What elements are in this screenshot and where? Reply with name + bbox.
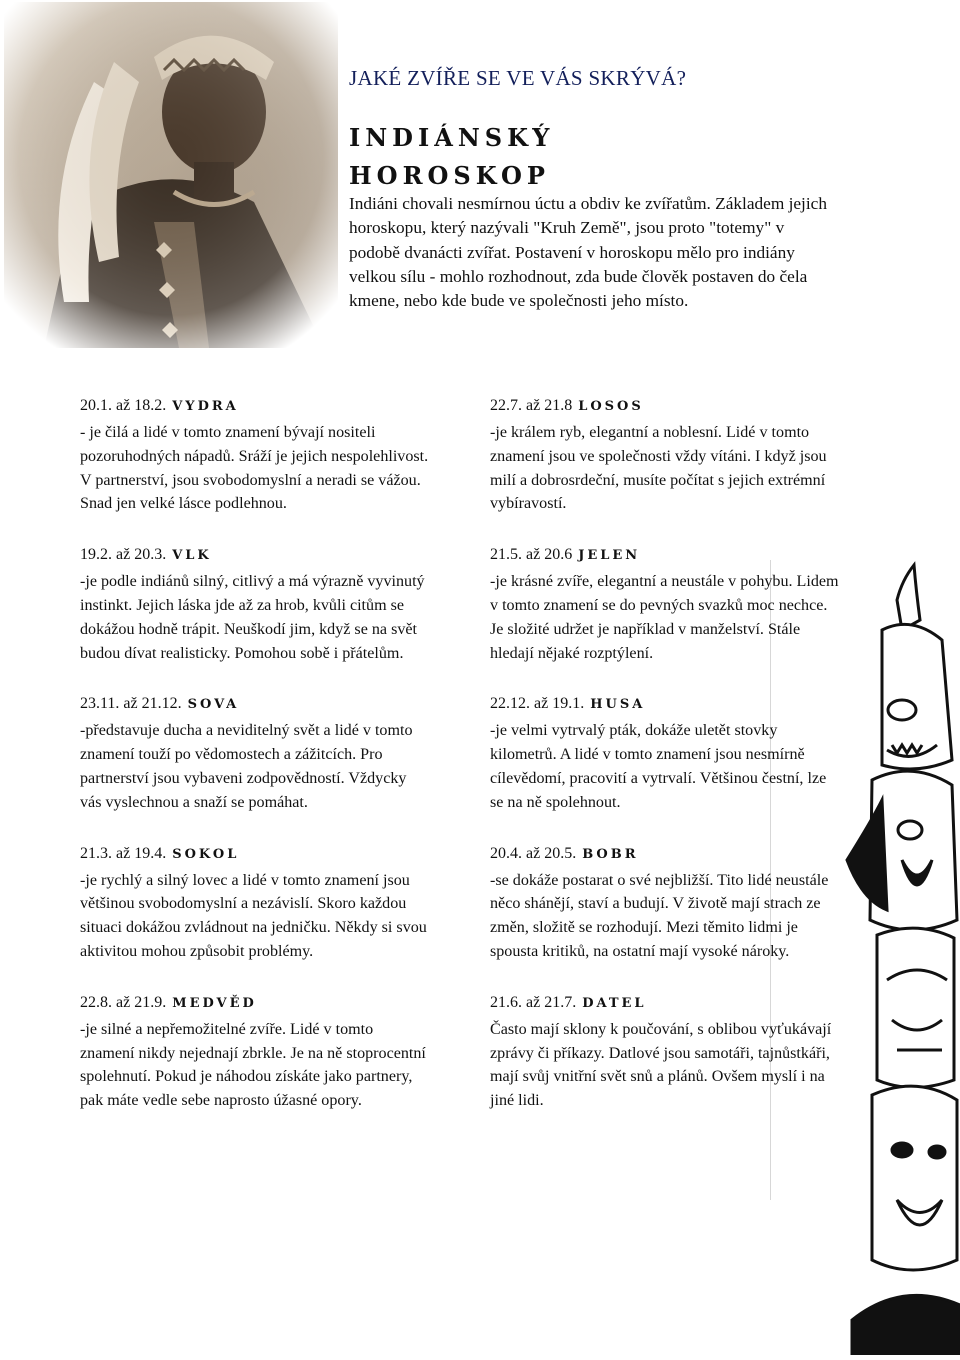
sign-description: -je rychlý a silný lovec a lidé v tomto znamení jsou většinou svobodomyslní a nezávislí. Skoro každou situaci dokážou zvládnout na jedničku. Někdy si svou aktivitou mohou způsobit problémy. bbox=[80, 871, 427, 960]
sign-description: -je velmi vytrvalý pták, dokáže uletět stovky kilometrů. A lidé v tomto znamení jsou nesmírně cílevědomí, pracovití a vytrvalí. Většinou čestní, lze se na ně spolehnout. bbox=[490, 722, 827, 811]
sign-date: 23.11. až 21.12. bbox=[80, 695, 182, 713]
totem-pole-icon bbox=[842, 560, 960, 1355]
title-line-2: horoskop bbox=[349, 153, 550, 193]
sign-name: husa bbox=[590, 691, 646, 714]
sign-heading bbox=[80, 393, 430, 417]
sign-husa bbox=[490, 691, 840, 814]
sign-date: 21.6. až 21.7. bbox=[490, 993, 577, 1011]
sign-date: 20.1. až 18.2. bbox=[80, 397, 167, 414]
sign-name: vlk bbox=[172, 542, 212, 565]
sign-vydra bbox=[80, 393, 430, 516]
sign-description: -je podle indiánů silný, citlivý a má výrazně vyvinutý instinkt. Jejich láska jde až za hrob, kvůli citům se dokážou hodně trápit. Neuškodí jim, když se na svět budou dívat realisticky. Pomohou sobě i přátelům. bbox=[80, 573, 425, 662]
sign-description: -se dokáže postarat o své nejbližší. Tito lidé neustále něco shánějí, staví a budují. V životě mají strach ze změn, složitě se rozhodují. Mezi těmito lidmi je spousta kritiků, na ostatní mají vysoké nároky. bbox=[490, 871, 829, 960]
sign-medved bbox=[80, 990, 430, 1113]
sign-date: 20.4. až 20.5. bbox=[490, 844, 577, 862]
sign-description: -je silné a nepřemožitelné zvíře. Lidé v tomto znamení nikdy nejednají zbrkle. Je na ně stoprocentní spolehnutí. Pokud je náhodou získáte jako partnery, pak máte vedle sebe naprosto úžasné opory. bbox=[80, 1020, 426, 1110]
sign-sova bbox=[80, 691, 430, 814]
sign-description: -představuje ducha a neviditelný svět a lidé v tomto znamení touží po vědomostech a zážitcích. Pro partnerství jsou vybaveni zodpovědností. Vždycky vás vyslechnou a snaží se pomáhat. bbox=[80, 722, 413, 811]
sign-name: sokol bbox=[172, 840, 240, 863]
sign-name: losos bbox=[578, 393, 644, 415]
sign-heading bbox=[490, 393, 840, 417]
title-line-1: indiánský bbox=[349, 115, 555, 155]
totem-pole-illustration bbox=[842, 560, 960, 1355]
sign-datel bbox=[490, 990, 840, 1113]
right-column bbox=[490, 393, 840, 1139]
sign-name: bobr bbox=[582, 840, 639, 863]
page-title bbox=[349, 116, 909, 192]
sign-date: 21.3. až 19.4. bbox=[80, 844, 167, 862]
sign-name: jelen bbox=[578, 542, 641, 565]
native-chief-portrait-icon bbox=[4, 2, 338, 348]
sign-heading bbox=[80, 841, 430, 865]
sign-heading bbox=[80, 990, 430, 1014]
intro-paragraph: Indiáni chovali nesmírnou úctu a obdiv ke zvířatům. Základem jejich horoskopu, který nazývali "Kruh Země", jsou proto "totemy" v podobě dvanácti zvířat. Postavení v horoskopu mělo pro indiány velkou sílu - mohlo rozhodnout, zda bude člověk postaven do čela kmene, nebo kde bude ve společnosti jeho místo. bbox=[349, 194, 827, 311]
sign-description: Často mají sklony k poučování, s oblibou vyťukávají zprávy či příkazy. Datlové jsou samotáři, tajnůstkáři, mají svůj vnitřní svět snů a plánů. Ovšem myslí i na jiné lidi. bbox=[490, 1020, 832, 1110]
sign-sokol bbox=[80, 841, 430, 964]
left-column bbox=[80, 393, 430, 1139]
sign-date: 21.5. až 20.6 bbox=[490, 546, 573, 564]
chief-portrait-photo bbox=[4, 2, 338, 348]
sign-name: vydra bbox=[172, 393, 239, 415]
sign-heading bbox=[80, 542, 430, 566]
sign-description: - je čilá a lidé v tomto znamení bývají nositeli pozoruhodných nápadů. Sráží je jejich nespolehlivost. V partnerství, jsou svobodomyslní a neradi se vážou. Snad jen velké lásce podlehnou. bbox=[80, 424, 429, 513]
sign-date: 19.2. až 20.3. bbox=[80, 546, 167, 564]
sign-description: -je králem ryb, elegantní a noblesní. Lidé v tomto znamení jsou ve společnosti vždy vítáni. I když jsou milí a dobrosrdeční, musíte počítat s jejich extrémní vybíravostí. bbox=[490, 424, 827, 513]
sign-heading bbox=[490, 691, 840, 715]
sign-date: 22.7. až 21.8 bbox=[490, 397, 573, 414]
sign-date: 22.8. až 21.9. bbox=[80, 993, 167, 1011]
sign-losos bbox=[490, 393, 840, 516]
sign-name: datel bbox=[582, 989, 647, 1012]
sign-heading bbox=[490, 542, 840, 566]
sign-name: medvěd bbox=[172, 989, 257, 1012]
sign-jelen bbox=[490, 542, 840, 665]
sign-bobr bbox=[490, 841, 840, 964]
page-kicker: JAKÉ ZVÍŘE SE VE VÁS SKRÝVÁ? bbox=[349, 66, 687, 90]
sign-heading bbox=[80, 691, 430, 715]
sign-name: sova bbox=[187, 691, 240, 714]
sign-heading bbox=[490, 841, 840, 865]
sign-date: 22.12. až 19.1. bbox=[490, 695, 585, 713]
sign-description: -je krásné zvíře, elegantní a neustále v pohybu. Lidem v tomto znamení se do pevných svazků moc nechce. Je složité udržet je například v manželství. Stále hledají nějaké rozptýlení. bbox=[490, 573, 839, 662]
sign-heading bbox=[490, 990, 840, 1014]
sign-vlk bbox=[80, 542, 430, 665]
